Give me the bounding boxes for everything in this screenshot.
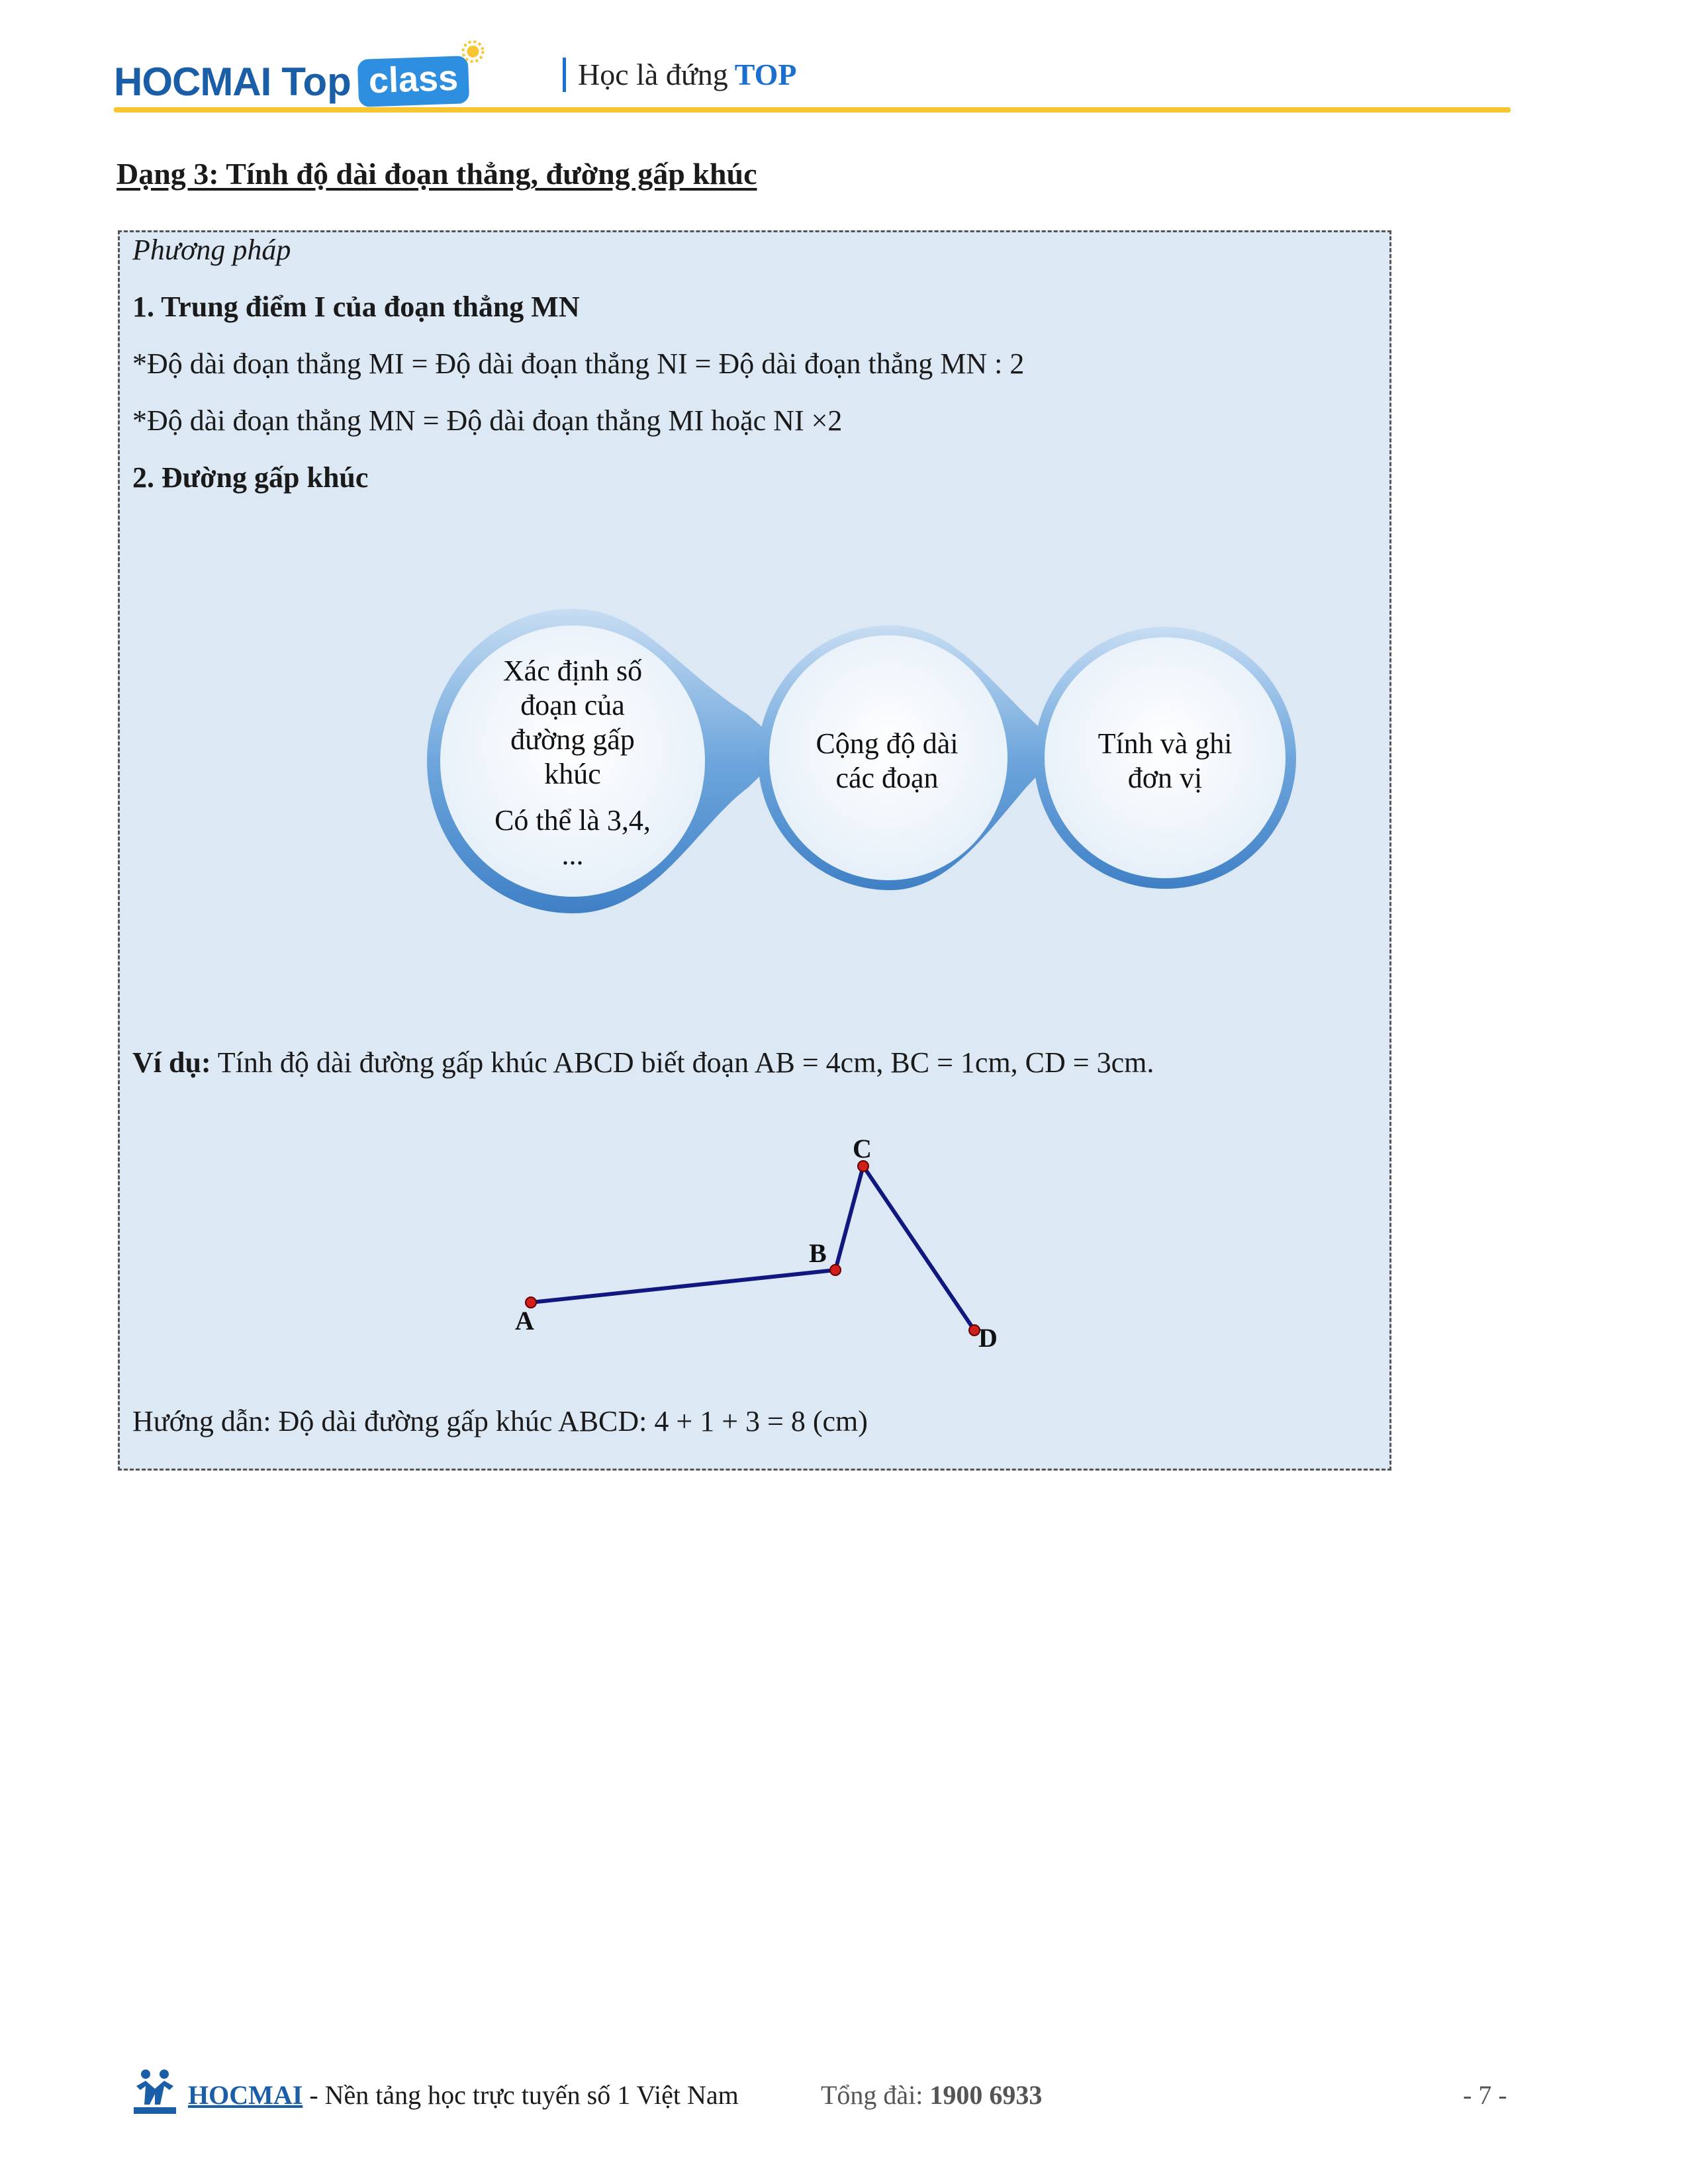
step1-line4: khúc [544, 758, 601, 790]
step1-line1: Xác định số [502, 655, 643, 687]
guide-line: Hướng dẫn: Độ dài đường gấp khúc ABCD: 4 + 1 + 3 = 8 (cm) [132, 1405, 868, 1437]
logo-class-badge [357, 56, 470, 107]
example-text: Tính độ dài đường gấp khúc ABCD biết đoạn AB = 4cm, BC = 1cm, CD = 3cm. [211, 1046, 1154, 1079]
point1-line1: *Độ dài đoạn thẳng MI = Độ dài đoạn thẳng NI = Độ dài đoạn thẳng MN : 2 [132, 347, 1025, 380]
step2-text [778, 727, 996, 796]
page-number: - 7 - [1463, 2080, 1507, 2110]
footer-phone [821, 2079, 1042, 2111]
header-rule [114, 107, 1511, 113]
step1-line6: ... [561, 839, 584, 871]
step1-text [450, 654, 695, 872]
section-title: Dạng 3: Tính độ dài đoạn thẳng, đường gấp khúc [117, 157, 757, 191]
hocmai-footer-logo-icon [131, 2066, 179, 2116]
polyline-abcd [531, 1166, 974, 1330]
point-d-label: D [978, 1323, 998, 1353]
tagline-text: Học là đứng [578, 58, 728, 91]
step3-line1: Tính và ghi [1098, 727, 1233, 760]
logo-hocmai-text: HOCMAI [114, 59, 271, 104]
footer-phone-number: 1900 6933 [929, 2080, 1043, 2110]
tagline-divider [563, 58, 566, 92]
footer-slogan: - Nền tảng học trực tuyến số 1 Việt Nam [303, 2080, 739, 2110]
point-c-label: C [853, 1134, 872, 1163]
logo-class-text: class [367, 58, 459, 101]
logo-top-text: Top [281, 59, 352, 104]
footer-brand-link[interactable]: HOCMAI [188, 2080, 303, 2110]
point-b-label: B [809, 1238, 827, 1268]
point1-title: 1. Trung điểm I của đoạn thẳng MN [132, 291, 580, 323]
polyline-figure [503, 1138, 1006, 1350]
hocmai-topclass-logo [114, 52, 469, 111]
step2-line2: các đoạn [835, 762, 939, 794]
step3-line2: đơn vị [1127, 762, 1203, 794]
tagline-accent: TOP [734, 58, 797, 91]
point-a-label: A [515, 1306, 534, 1336]
step2-line1: Cộng độ dài [816, 727, 959, 760]
footer-text [188, 2079, 739, 2111]
method-label: Phương pháp [132, 234, 291, 266]
step1-line2: đoạn của [520, 689, 625, 721]
step1-line3: đường gấp [510, 723, 635, 756]
example-label: Ví dụ: [132, 1046, 211, 1079]
step3-text [1056, 727, 1274, 796]
sun-icon [461, 39, 485, 64]
example-line [132, 1046, 1154, 1079]
header-tagline [563, 57, 797, 92]
point1-line2: *Độ dài đoạn thẳng MN = Độ dài đoạn thẳng MI hoặc NI ×2 [132, 404, 843, 437]
point-b-dot [830, 1265, 841, 1275]
footer-phone-label: Tổng đài: [821, 2080, 930, 2110]
point2-title: 2. Đường gấp khúc [132, 461, 369, 494]
step1-line5: Có thể là 3,4, [494, 804, 651, 837]
